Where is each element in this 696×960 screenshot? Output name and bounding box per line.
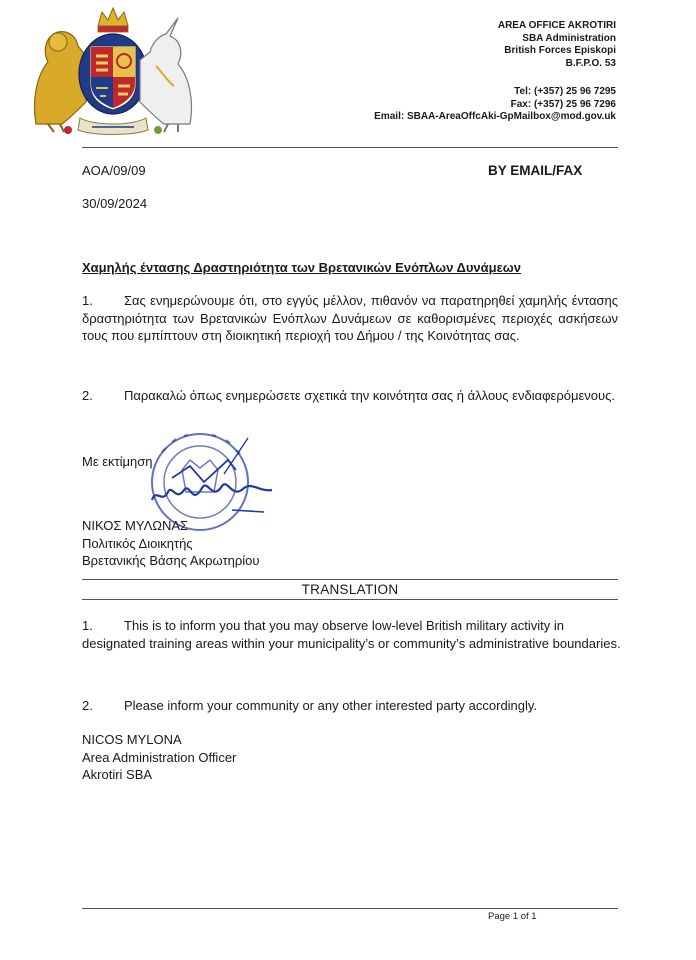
english-paragraph-1 <box>82 617 622 652</box>
office-bfpo: B.F.P.O. 53 <box>565 57 616 69</box>
paragraph-text: This is to inform you that you may observe low-level British military activity in designated training areas within your municipality’s or community’s administrative boundaries. <box>82 618 621 651</box>
paragraph-text: Please inform your community or any other interested party accordingly. <box>124 698 538 713</box>
royal-coat-of-arms-logo <box>28 6 198 138</box>
paragraph-number: 1. <box>82 618 93 633</box>
office-telephone: Tel: (+357) 25 96 7295 <box>514 86 616 97</box>
signatory-base: Akrotiri SBA <box>82 767 153 782</box>
paragraph-number: 1. <box>82 293 93 308</box>
signatory-name: ΝΙΚΟΣ ΜΥΛΩΝΑΣ <box>82 518 189 533</box>
translation-divider-bottom <box>82 599 618 600</box>
office-title: AREA OFFICE AKROTIRI <box>497 20 616 31</box>
office-email: Email: SBAA-AreaOffcAki-GpMailbox@mod.gov.uk <box>374 111 616 122</box>
greek-signature-block <box>82 517 259 570</box>
translation-divider-top <box>82 579 618 580</box>
footer-divider <box>82 908 618 909</box>
paragraph-text: Παρακαλώ όπως ενημερώσετε σχετικά την κοινότητα σας ή άλλους ενδιαφερόμενους. <box>124 388 615 403</box>
translation-heading: TRANSLATION <box>301 582 399 597</box>
header-divider <box>82 147 618 148</box>
signatory-role: Area Administration Officer <box>82 749 237 765</box>
english-signature-block <box>82 731 236 784</box>
english-paragraph-2 <box>82 697 622 715</box>
greek-paragraph-2 <box>82 387 618 405</box>
signatory-role: Πολιτικός Διοικητής <box>82 535 193 551</box>
closing-salutation: Με εκτίμηση <box>82 454 153 469</box>
greek-paragraph-1 <box>82 292 618 345</box>
reference-number: AOA/09/09 <box>82 163 146 178</box>
paragraph-text: Σας ενημερώνουμε ότι, στο εγγύς μέλλον, πιθανόν να παρατηρηθεί χαμηλής έντασης δραστηριότητα των Βρετανικών Ενόπλων Δυνάμεων σε καθορισμένες περιοχές ασκήσεων τους που εμπίπτουν στη διοικητική περιοχή του Δήμου / της Κοινότητας σας. <box>82 293 618 343</box>
paragraph-number: 2. <box>82 388 93 403</box>
page-number: Page 1 of 1 <box>488 911 537 922</box>
office-fax: Fax: (+357) 25 96 7296 <box>510 98 616 110</box>
office-address-block <box>374 20 616 124</box>
signatory-base: Βρετανικής Βάσης Ακρωτηρίου <box>82 553 260 568</box>
paragraph-number: 2. <box>82 698 93 713</box>
letter-date: 30/09/2024 <box>82 196 148 211</box>
signatory-name: NICOS MYLONA <box>82 732 182 747</box>
subject-heading: Χαμηλής έντασης Δραστηριότητα των Βρετανικών Ενόπλων Δυνάμεων <box>82 260 521 275</box>
delivery-method: BY EMAIL/FAX <box>488 163 583 178</box>
office-administration: SBA Administration <box>522 32 616 44</box>
office-location: British Forces Episkopi <box>504 45 616 56</box>
